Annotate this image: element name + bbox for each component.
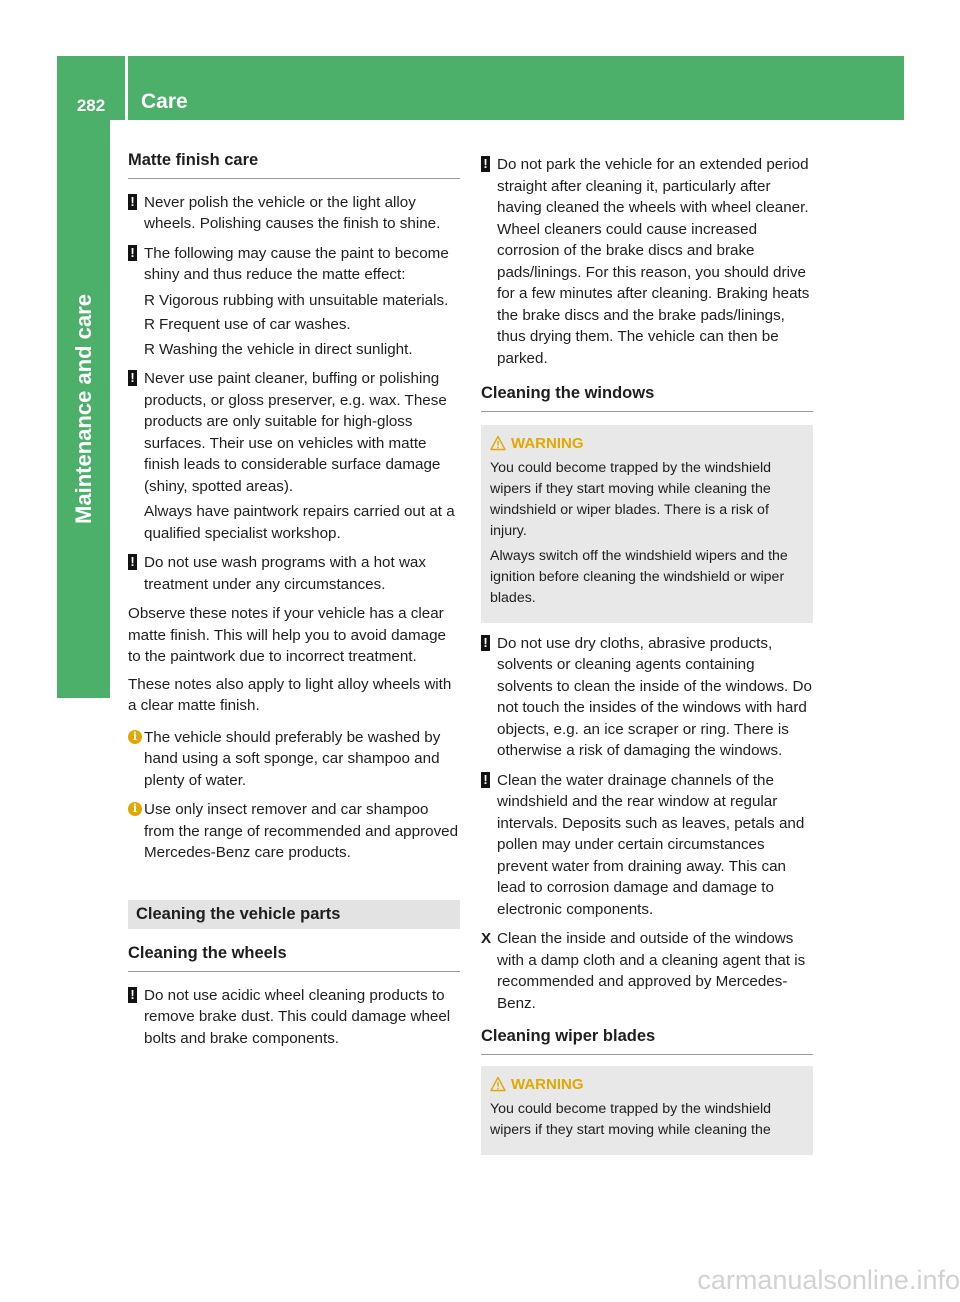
warning-title: WARNING — [490, 1074, 804, 1095]
note-text: The vehicle should preferably be washed by hand using a soft sponge, car shampoo and plenty of water. — [144, 728, 441, 789]
left-column — [128, 150, 460, 1057]
warning-box — [481, 1066, 813, 1155]
info-icon: i — [128, 730, 142, 744]
note-text: The following may cause the paint to become shiny and thus reduce the matte effect: — [144, 244, 449, 283]
action-step — [481, 928, 813, 1014]
note-text: Never polish the vehicle or the light alloy wheels. Polishing causes the finish to shine. — [144, 193, 441, 232]
warning-text: You could become trapped by the windshield wipers if they start moving while cleaning the windshield or wiper blades. There is a risk of injury. — [490, 459, 772, 539]
caution-note — [128, 985, 460, 1050]
info-note — [128, 727, 460, 792]
heading-cleaning-wheels: Cleaning the wheels — [128, 943, 460, 972]
right-column — [481, 154, 813, 1165]
caution-note — [128, 368, 460, 544]
caution-note — [481, 770, 813, 921]
caution-note — [128, 192, 460, 235]
caution-icon: ! — [481, 772, 490, 788]
caution-icon: ! — [481, 635, 490, 651]
paragraph: These notes also apply to light alloy wheels with a clear matte finish. — [128, 675, 452, 714]
list-item: R Frequent use of car washes. — [144, 314, 460, 336]
page-number: 282 — [76, 96, 106, 115]
warning-title: WARNING — [490, 433, 804, 454]
page-title: Care — [141, 90, 188, 113]
note-text: Do not use dry cloths, abrasive products, solvents or cleaning agents containing solvents to clean the inside of the windows. Do not touch the insides of the windows with hard objects, e.g. an ice scraper or ring. There is otherwise a risk of damaging the windows. — [497, 634, 812, 759]
bullet-icon: R — [144, 340, 155, 358]
bullet-icon: R — [144, 316, 155, 333]
note-text: Use only insect remover and car shampoo from the range of recommended and approved Mercedes-Benz care products. — [144, 801, 459, 861]
note-text: Do not use acidic wheel cleaning products to remove brake dust. This could damage wheel bolts and brake components. — [144, 986, 451, 1047]
action-text: Clean the inside and outside of the windows with a damp cloth and a cleaning agent that is recommended and approved by Mercedes-Benz. — [497, 930, 806, 1012]
heading-matte-finish-care: Matte finish care — [128, 150, 460, 179]
bullet-icon: R — [144, 291, 155, 309]
caution-icon: ! — [128, 987, 137, 1003]
caution-note — [128, 243, 460, 361]
caution-note — [481, 154, 813, 369]
heading-cleaning-wiper-blades: Cleaning wiper blades — [481, 1026, 813, 1055]
chapter-label: Maintenance and care — [71, 294, 96, 524]
warning-box — [481, 425, 813, 623]
caution-icon: ! — [481, 156, 490, 172]
caution-note — [481, 633, 813, 762]
warning-text: You could become trapped by the windshield wipers if they start moving while cleaning the — [490, 1100, 772, 1138]
caution-icon: ! — [128, 245, 137, 261]
note-text: Clean the water drainage channels of the windshield and the rear window at regular intervals. Deposits such as leaves, petals and pollen may under certain circumstances prevent water from draining away. This can lead to corrosion damage and damage to electronic components. — [497, 771, 805, 918]
note-subtext: Always have paintwork repairs carried out at a qualified specialist workshop. — [144, 503, 455, 542]
warning-triangle-icon — [490, 435, 506, 451]
header-divider — [125, 56, 128, 120]
chapter-marker — [57, 643, 110, 698]
info-icon: i — [128, 802, 142, 816]
warning-text: Always switch off the windshield wipers and the ignition before cleaning the windshield or wiper blades. — [490, 547, 788, 606]
note-text: Never use paint cleaner, buffing or polishing products, or gloss preserver, e.g. wax. These products are only suitable for high-gloss surfaces. Their use on vehicles with matte finish leads to considerable surface damage (shiny, spotted areas). — [144, 370, 447, 495]
list-item: R Vigorous rubbing with unsuitable materials. — [144, 290, 460, 312]
caution-icon: ! — [128, 194, 137, 210]
paragraph: Observe these notes if your vehicle has a clear matte finish. This will help you to avoid damage to the paintwork due to incorrect treatment. — [128, 605, 446, 665]
watermark: carmanualsonline.info — [697, 1265, 960, 1295]
info-note — [128, 799, 460, 864]
caution-icon: ! — [128, 554, 137, 570]
note-text: Do not use wash programs with a hot wax treatment under any circumstances. — [144, 554, 426, 593]
bullet-list — [144, 290, 460, 361]
caution-note — [128, 552, 460, 595]
action-arrow-icon: X — [481, 930, 492, 947]
warning-triangle-icon — [490, 1076, 506, 1092]
caution-icon: ! — [128, 370, 137, 386]
section-heading-cleaning-vehicle-parts: Cleaning the vehicle parts — [128, 900, 460, 930]
list-item: R Washing the vehicle in direct sunlight. — [144, 339, 460, 361]
note-text: Do not park the vehicle for an extended period straight after cleaning it, particularly after having cleaned the wheels with wheel cleaner. Wheel cleaners could cause increased corrosion of the brake discs and brake pads/linings. For this reason, you should drive for a few minutes after cleaning. Braking heats the brake discs and the brake pads/linings, thus drying them. The vehicle can then be parked. — [497, 156, 810, 367]
heading-cleaning-windows: Cleaning the windows — [481, 383, 813, 412]
